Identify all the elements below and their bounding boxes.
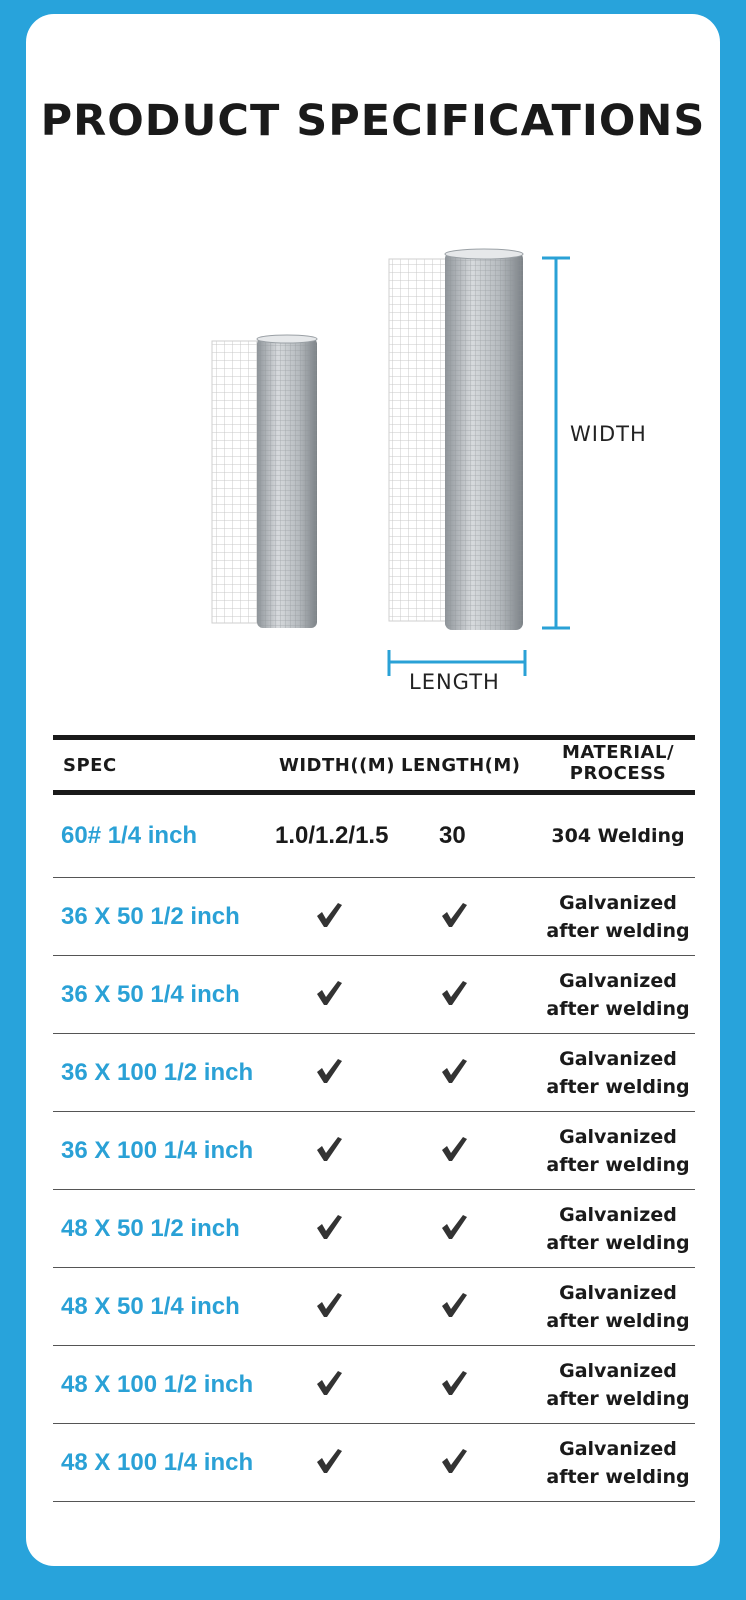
small-mesh-roll [212, 335, 317, 628]
check-icon [439, 1290, 469, 1324]
check-icon [314, 900, 344, 934]
spec-cell: 36 X 100 1/4 inch [61, 1136, 254, 1164]
material-cell [543, 1034, 693, 1111]
width-dimension-line [542, 258, 570, 628]
material-line2: after welding [546, 997, 690, 1020]
material-cell [543, 956, 693, 1033]
check-icon [439, 1368, 469, 1402]
mesh-rolls-illustration [0, 0, 746, 720]
page-title: PRODUCT SPECIFICATIONS [40, 96, 706, 146]
check-icon [314, 1056, 344, 1090]
check-icon [439, 900, 469, 934]
header-length: LENGTH(M) [401, 755, 521, 776]
table-row [53, 1268, 695, 1346]
check-icon [439, 1056, 469, 1090]
material-line2: after welding [546, 919, 690, 942]
check-icon [314, 1290, 344, 1324]
material-line1: Galvanized [559, 1437, 677, 1460]
material-text: 304 Welding [551, 825, 685, 847]
length-label: LENGTH [409, 670, 500, 694]
check-icon [314, 1368, 344, 1402]
width-label: WIDTH [570, 422, 647, 446]
material-line2: after welding [546, 1231, 690, 1254]
material-line2: after welding [546, 1153, 690, 1176]
material-cell [543, 795, 693, 877]
large-mesh-roll [389, 249, 523, 630]
check-icon [439, 978, 469, 1012]
material-line1: Galvanized [559, 1047, 677, 1070]
table-row [53, 1424, 695, 1502]
length-cell: 30 [439, 822, 466, 849]
check-icon [314, 1446, 344, 1480]
table-row [53, 1346, 695, 1424]
material-cell [543, 1424, 693, 1501]
width-cell: 1.0/1.2/1.5 [275, 822, 389, 849]
spec-cell: 48 X 100 1/2 inch [61, 1370, 254, 1398]
spec-cell: 48 X 50 1/2 inch [61, 1214, 240, 1242]
header-width: WIDTH((M) [279, 755, 395, 776]
spec-cell: 36 X 100 1/2 inch [61, 1058, 254, 1086]
spec-table [53, 735, 695, 1502]
material-cell [543, 1268, 693, 1345]
header-spec: SPEC [63, 755, 117, 776]
material-line2: after welding [546, 1387, 690, 1410]
material-line2: after welding [546, 1465, 690, 1488]
check-icon [439, 1134, 469, 1168]
check-icon [439, 1212, 469, 1246]
spec-cell: 36 X 50 1/4 inch [61, 980, 240, 1008]
table-row [53, 1112, 695, 1190]
header-material-line2: PROCESS [569, 763, 667, 784]
material-cell [543, 1112, 693, 1189]
table-row [53, 795, 695, 878]
material-cell [543, 878, 693, 955]
check-icon [314, 1134, 344, 1168]
table-header [53, 735, 695, 795]
material-line1: Galvanized [559, 1359, 677, 1382]
table-row [53, 1190, 695, 1268]
header-material-line1: MATERIAL/ [561, 742, 675, 763]
spec-cell: 48 X 100 1/4 inch [61, 1448, 254, 1476]
material-line1: Galvanized [559, 1125, 677, 1148]
header-material [543, 742, 693, 784]
spec-cell: 36 X 50 1/2 inch [61, 902, 240, 930]
material-line1: Galvanized [559, 1281, 677, 1304]
material-line2: after welding [546, 1309, 690, 1332]
table-row [53, 878, 695, 956]
material-line2: after welding [546, 1075, 690, 1098]
check-icon [314, 978, 344, 1012]
material-line1: Galvanized [559, 969, 677, 992]
check-icon [439, 1446, 469, 1480]
table-row [53, 1034, 695, 1112]
material-cell [543, 1190, 693, 1267]
material-cell [543, 1346, 693, 1423]
check-icon [314, 1212, 344, 1246]
spec-cell: 60# 1/4 inch [61, 822, 198, 849]
material-line1: Galvanized [559, 1203, 677, 1226]
table-row [53, 956, 695, 1034]
spec-cell: 48 X 50 1/4 inch [61, 1292, 240, 1320]
material-line1: Galvanized [559, 891, 677, 914]
